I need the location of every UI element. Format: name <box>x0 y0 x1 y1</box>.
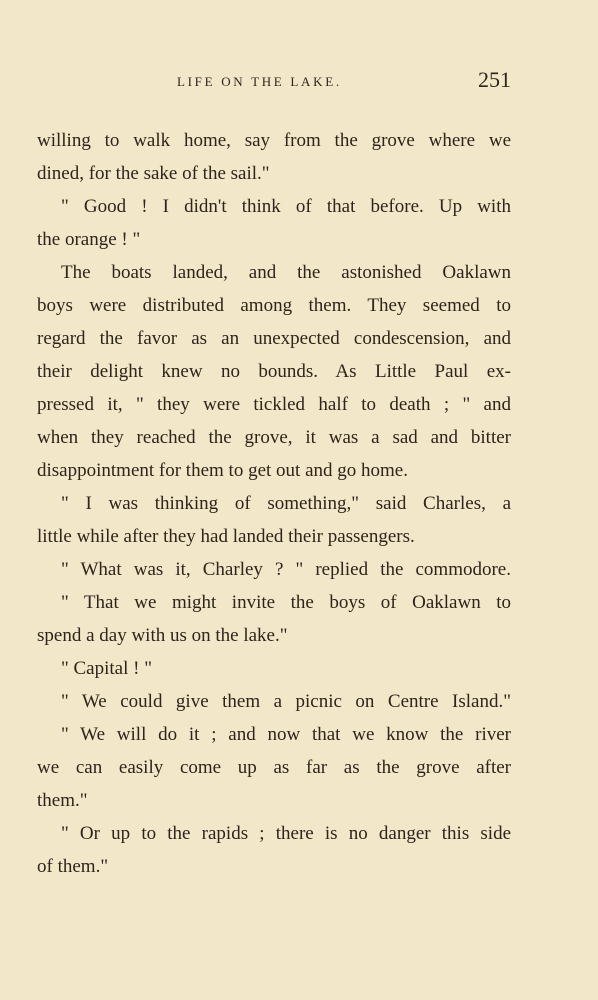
text-line: " What was it, Charley ? " replied the commodore. <box>61 559 511 580</box>
text-line: willing to walk home, say from the grove where we <box>37 130 511 151</box>
text-line: regard the favor as an unexpected condescension, and <box>37 328 511 349</box>
page-header <box>37 68 511 98</box>
text-line: spend a day with us on the lake." <box>37 625 288 646</box>
text-line: dined, for the sake of the sail." <box>37 163 270 184</box>
page-number: 251 <box>478 67 511 92</box>
text-line: of them." <box>37 856 109 877</box>
text-line: " We could give them a picnic on Centre Island." <box>61 691 511 712</box>
text-line: the orange ! " <box>37 229 141 250</box>
text-line: The boats landed, and the astonished Oaklawn <box>61 262 511 283</box>
text-line: disappointment for them to get out and go home. <box>37 460 408 481</box>
text-line: " Good ! I didn't think of that before. Up with <box>61 196 511 217</box>
text-line: pressed it, " they were tickled half to death ; " and <box>37 394 511 415</box>
text-line: " Or up to the rapids ; there is no danger this side <box>61 823 511 844</box>
text-line: their delight knew no bounds. As Little Paul ex- <box>37 361 511 382</box>
text-line: boys were distributed among them. They seemed to <box>37 295 511 316</box>
text-line: " That we might invite the boys of Oaklawn to <box>61 592 511 613</box>
text-line: we can easily come up as far as the grove after <box>37 757 511 778</box>
text-line: " I was thinking of something," said Charles, a <box>61 493 511 514</box>
text-line: when they reached the grove, it was a sad and bitter <box>37 427 511 448</box>
running-head: LIFE ON THE LAKE. <box>177 74 342 89</box>
text-line: them." <box>37 790 88 811</box>
text-line: " Capital ! " <box>61 658 152 679</box>
text-line: little while after they had landed their passengers. <box>37 526 415 547</box>
text-line: " We will do it ; and now that we know the river <box>61 724 511 745</box>
